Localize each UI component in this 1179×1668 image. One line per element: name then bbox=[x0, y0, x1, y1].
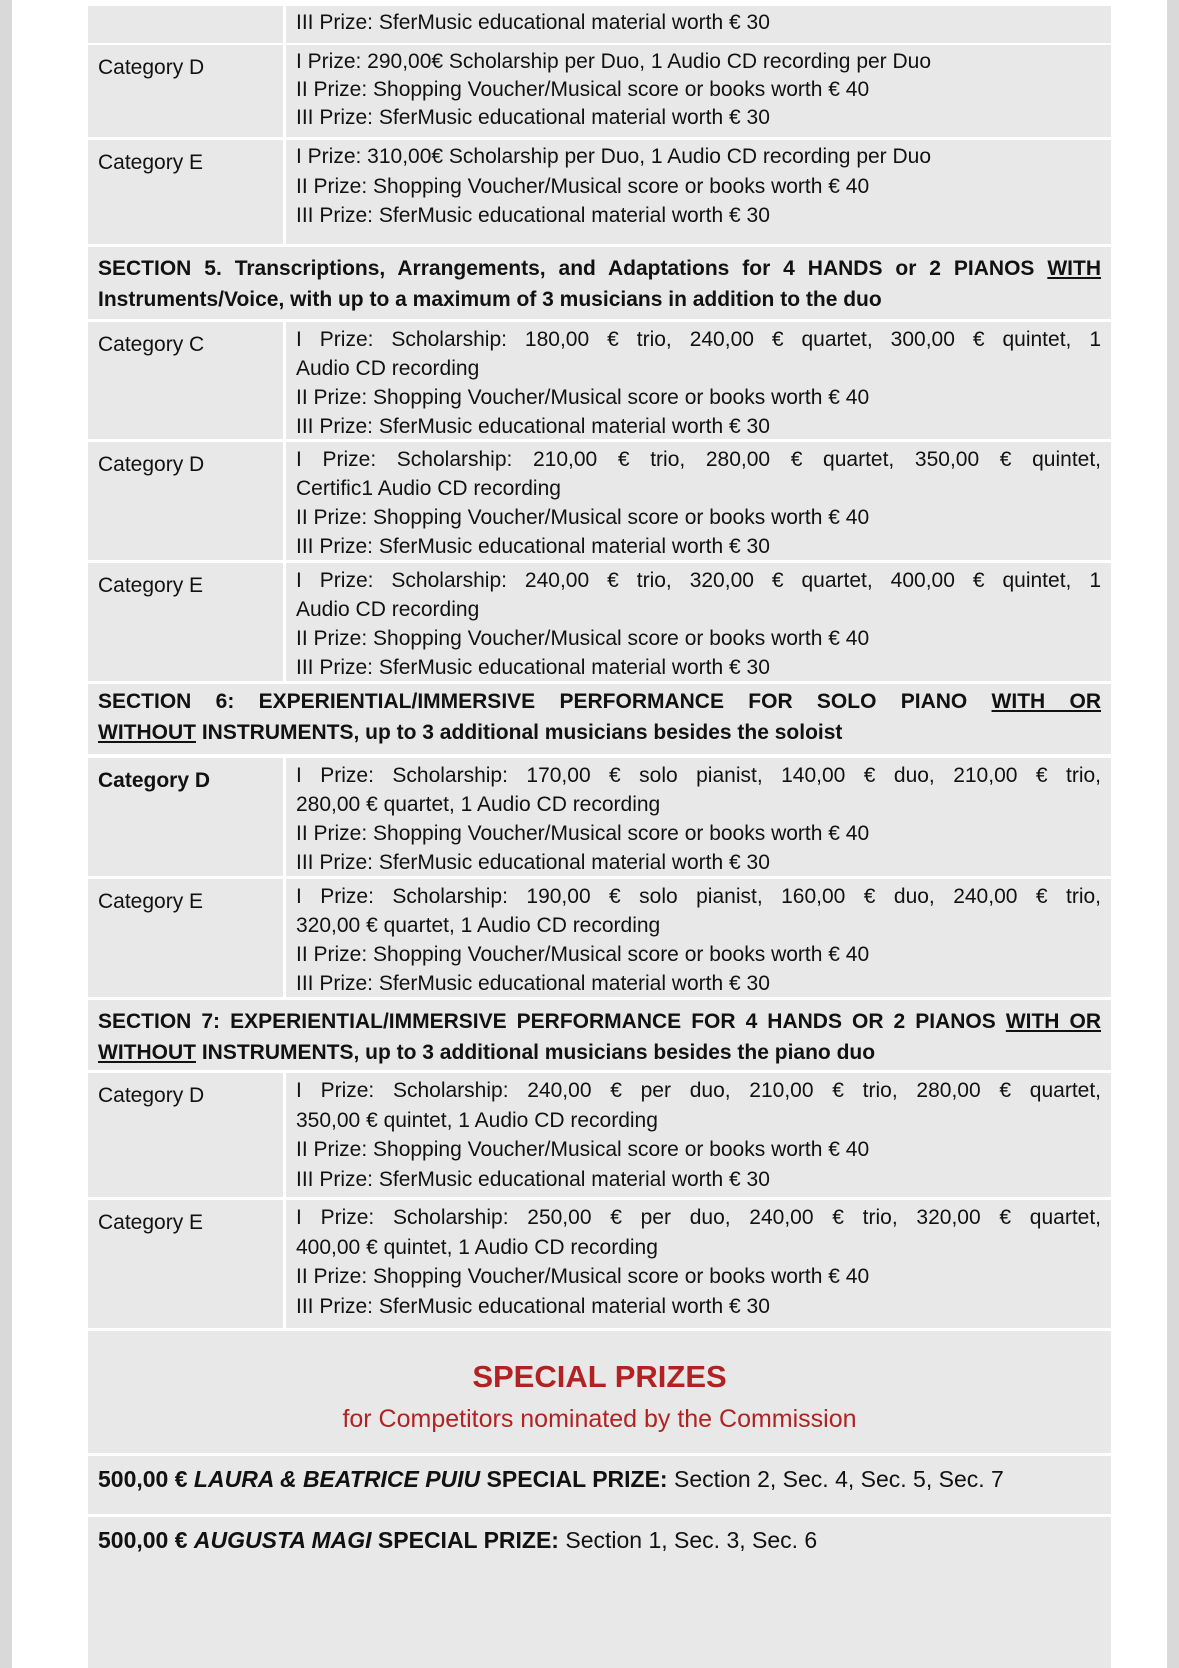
special-prizes-title: SPECIAL PRIZES bbox=[472, 1359, 727, 1394]
prize-name: LAURA & BEATRICE PUIU bbox=[193, 1466, 481, 1492]
prize-name: AUGUSTA MAGI bbox=[193, 1527, 372, 1553]
section-7-heading: SECTION 7: EXPERIENTIAL/IMMERSIVE PERFORMANCE FOR 4 HANDS OR 2 PIANOS WITH OR WITHOUT INSTRUMENTS, up to 3 additional musicians besides the piano duo bbox=[88, 1000, 1111, 1070]
prize-1-text: I Prize: 310,00€ Scholarship per Duo, 1 Audio CD recording per Duo bbox=[296, 145, 932, 168]
prize-1-text: I Prize: Scholarship: 170,00 € solo pianist, 140,00 € duo, 210,00 € trio, bbox=[296, 764, 1101, 787]
prize-3-text: III Prize: SferMusic educational material worth € 30 bbox=[296, 851, 770, 874]
category-cell: Category D bbox=[88, 758, 283, 876]
prize-1-text: I Prize: Scholarship: 240,00 € per duo, 210,00 € trio, 280,00 € quartet, bbox=[296, 1079, 1101, 1102]
prize-3-text: III Prize: SferMusic educational material worth € 30 bbox=[296, 535, 770, 558]
prize-2-text: II Prize: Shopping Voucher/Musical score or books worth € 40 bbox=[296, 822, 870, 845]
table-row bbox=[88, 879, 1111, 997]
section-6-heading: SECTION 6: EXPERIENTIAL/IMMERSIVE PERFORMANCE FOR SOLO PIANO WITH OR WITHOUT INSTRUMENTS, up to 3 additional musicians besides the soloist bbox=[88, 684, 1111, 754]
table-row bbox=[88, 322, 1111, 439]
category-cell bbox=[88, 6, 283, 43]
prize-3-text: III Prize: SferMusic educational material worth € 30 bbox=[296, 204, 770, 227]
table-row bbox=[88, 6, 1111, 43]
document-page bbox=[12, 0, 1167, 1668]
table-row bbox=[88, 1073, 1111, 1197]
category-cell: Category D bbox=[88, 1073, 283, 1197]
table-row bbox=[88, 140, 1111, 244]
special-prize-row: 500,00 € AUGUSTA MAGI SPECIAL PRIZE: Section 1, Sec. 3, Sec. 6 bbox=[88, 1517, 1111, 1668]
prize-3-text: III Prize: SferMusic educational material worth € 30 bbox=[296, 972, 770, 995]
prize-1-text: I Prize: Scholarship: 240,00 € trio, 320,00 € quartet, 400,00 € quintet, 1 bbox=[296, 569, 1101, 592]
table-row bbox=[88, 442, 1111, 560]
prize-2-text: II Prize: Shopping Voucher/Musical score or books worth € 40 bbox=[296, 506, 870, 529]
special-prizes-header bbox=[88, 1331, 1111, 1453]
prize-1-text: I Prize: 290,00€ Scholarship per Duo, 1 Audio CD recording per Duo bbox=[296, 50, 932, 73]
prize-cell: I Prize: Scholarship: 210,00 € trio, 280,00 € quartet, 350,00 € quintet, Certific1 Audio CD recording II Prize: Shopping Voucher/Musical score or books worth € 40 III Prize: SferMusic educational material worth € 30 bbox=[286, 442, 1111, 560]
prize-1-text: I Prize: Scholarship: 180,00 € trio, 240,00 € quartet, 300,00 € quintet, 1 bbox=[296, 328, 1101, 351]
special-prize-row: 500,00 € LAURA & BEATRICE PUIU SPECIAL PRIZE: Section 2, Sec. 4, Sec. 5, Sec. 7 bbox=[88, 1456, 1111, 1514]
prize-3-text: III Prize: SferMusic educational material worth € 30 bbox=[296, 415, 770, 438]
prize-2-text: II Prize: Shopping Voucher/Musical score or books worth € 40 bbox=[296, 1138, 870, 1161]
prize-cell bbox=[286, 45, 1111, 137]
prize-2-text: II Prize: Shopping Voucher/Musical score or books worth € 40 bbox=[296, 943, 870, 966]
prize-2-text: II Prize: Shopping Voucher/Musical score or books worth € 40 bbox=[296, 386, 870, 409]
category-cell: Category D bbox=[88, 45, 283, 137]
prize-2-text: II Prize: Shopping Voucher/Musical score or books worth € 40 bbox=[296, 78, 870, 101]
category-cell: Category E bbox=[88, 563, 283, 681]
special-prizes-subtitle: for Competitors nominated by the Commission bbox=[342, 1405, 857, 1433]
category-cell: Category D bbox=[88, 442, 283, 560]
table-row bbox=[88, 563, 1111, 681]
category-cell: Category E bbox=[88, 140, 283, 244]
prize-3-text: III Prize: SferMusic educational material worth € 30 bbox=[296, 656, 770, 679]
prize-1-text: I Prize: Scholarship: 210,00 € trio, 280,00 € quartet, 350,00 € quintet, bbox=[296, 448, 1101, 471]
prize-cell: I Prize: Scholarship: 170,00 € solo pianist, 140,00 € duo, 210,00 € trio, 280,00 € quartet, 1 Audio CD recording II Prize: Shopping Voucher/Musical score or books worth € 40 III Prize: SferMusic educational material worth € 30 bbox=[286, 758, 1111, 876]
prize-3-text: III Prize: SferMusic educational material worth € 30 bbox=[296, 1294, 770, 1318]
prize-2-text: II Prize: Shopping Voucher/Musical score or books worth € 40 bbox=[296, 174, 870, 198]
prize-2-text: II Prize: Shopping Voucher/Musical score or books worth € 40 bbox=[296, 627, 870, 650]
prize-cell: I Prize: Scholarship: 250,00 € per duo, 240,00 € trio, 320,00 € quartet, 400,00 € quintet, 1 Audio CD recording II Prize: Shopping Voucher/Musical score or books worth € 40 III Prize: SferMusic educational material worth € 30 bbox=[286, 1200, 1111, 1328]
prize-1-text: I Prize: Scholarship: 250,00 € per duo, 240,00 € trio, 320,00 € quartet, bbox=[296, 1206, 1101, 1229]
table-row bbox=[88, 1200, 1111, 1328]
prize-3-text: III Prize: SferMusic educational material worth € 30 bbox=[296, 1167, 770, 1191]
prize-1-text: I Prize: Scholarship: 190,00 € solo pianist, 160,00 € duo, 240,00 € trio, bbox=[296, 885, 1101, 908]
prize-3-text: III Prize: SferMusic educational material worth € 30 bbox=[296, 106, 770, 129]
prize-3-text: III Prize: SferMusic educational material worth € 30 bbox=[296, 11, 770, 34]
category-cell: Category C bbox=[88, 322, 283, 439]
table-row bbox=[88, 45, 1111, 137]
prize-cell: I Prize: Scholarship: 240,00 € trio, 320,00 € quartet, 400,00 € quintet, 1 Audio CD recording II Prize: Shopping Voucher/Musical score or books worth € 40 III Prize: SferMusic educational material worth € 30 bbox=[286, 563, 1111, 681]
category-cell: Category E bbox=[88, 1200, 283, 1328]
prize-2-text: II Prize: Shopping Voucher/Musical score or books worth € 40 bbox=[296, 1265, 870, 1288]
prize-cell: I Prize: Scholarship: 190,00 € solo pianist, 160,00 € duo, 240,00 € trio, 320,00 € quartet, 1 Audio CD recording II Prize: Shopping Voucher/Musical score or books worth € 40 III Prize: SferMusic educational material worth € 30 bbox=[286, 879, 1111, 997]
section-5-heading: SECTION 5. Transcriptions, Arrangements, and Adaptations for 4 HANDS or 2 PIANOS WITH Instruments/Voice, with up to a maximum of 3 musicians in addition to the duo bbox=[88, 247, 1111, 319]
prize-cell bbox=[286, 140, 1111, 244]
prize-cell: I Prize: Scholarship: 180,00 € trio, 240,00 € quartet, 300,00 € quintet, 1 Audio CD recording II Prize: Shopping Voucher/Musical score or books worth € 40 III Prize: SferMusic educational material worth € 30 bbox=[286, 322, 1111, 439]
category-cell: Category E bbox=[88, 879, 283, 997]
table-row bbox=[88, 758, 1111, 876]
prize-cell: I Prize: Scholarship: 240,00 € per duo, 210,00 € trio, 280,00 € quartet, 350,00 € quintet, 1 Audio CD recording II Prize: Shopping Voucher/Musical score or books worth € 40 III Prize: SferMusic educational material worth € 30 bbox=[286, 1073, 1111, 1197]
prize-cell bbox=[286, 6, 1111, 43]
